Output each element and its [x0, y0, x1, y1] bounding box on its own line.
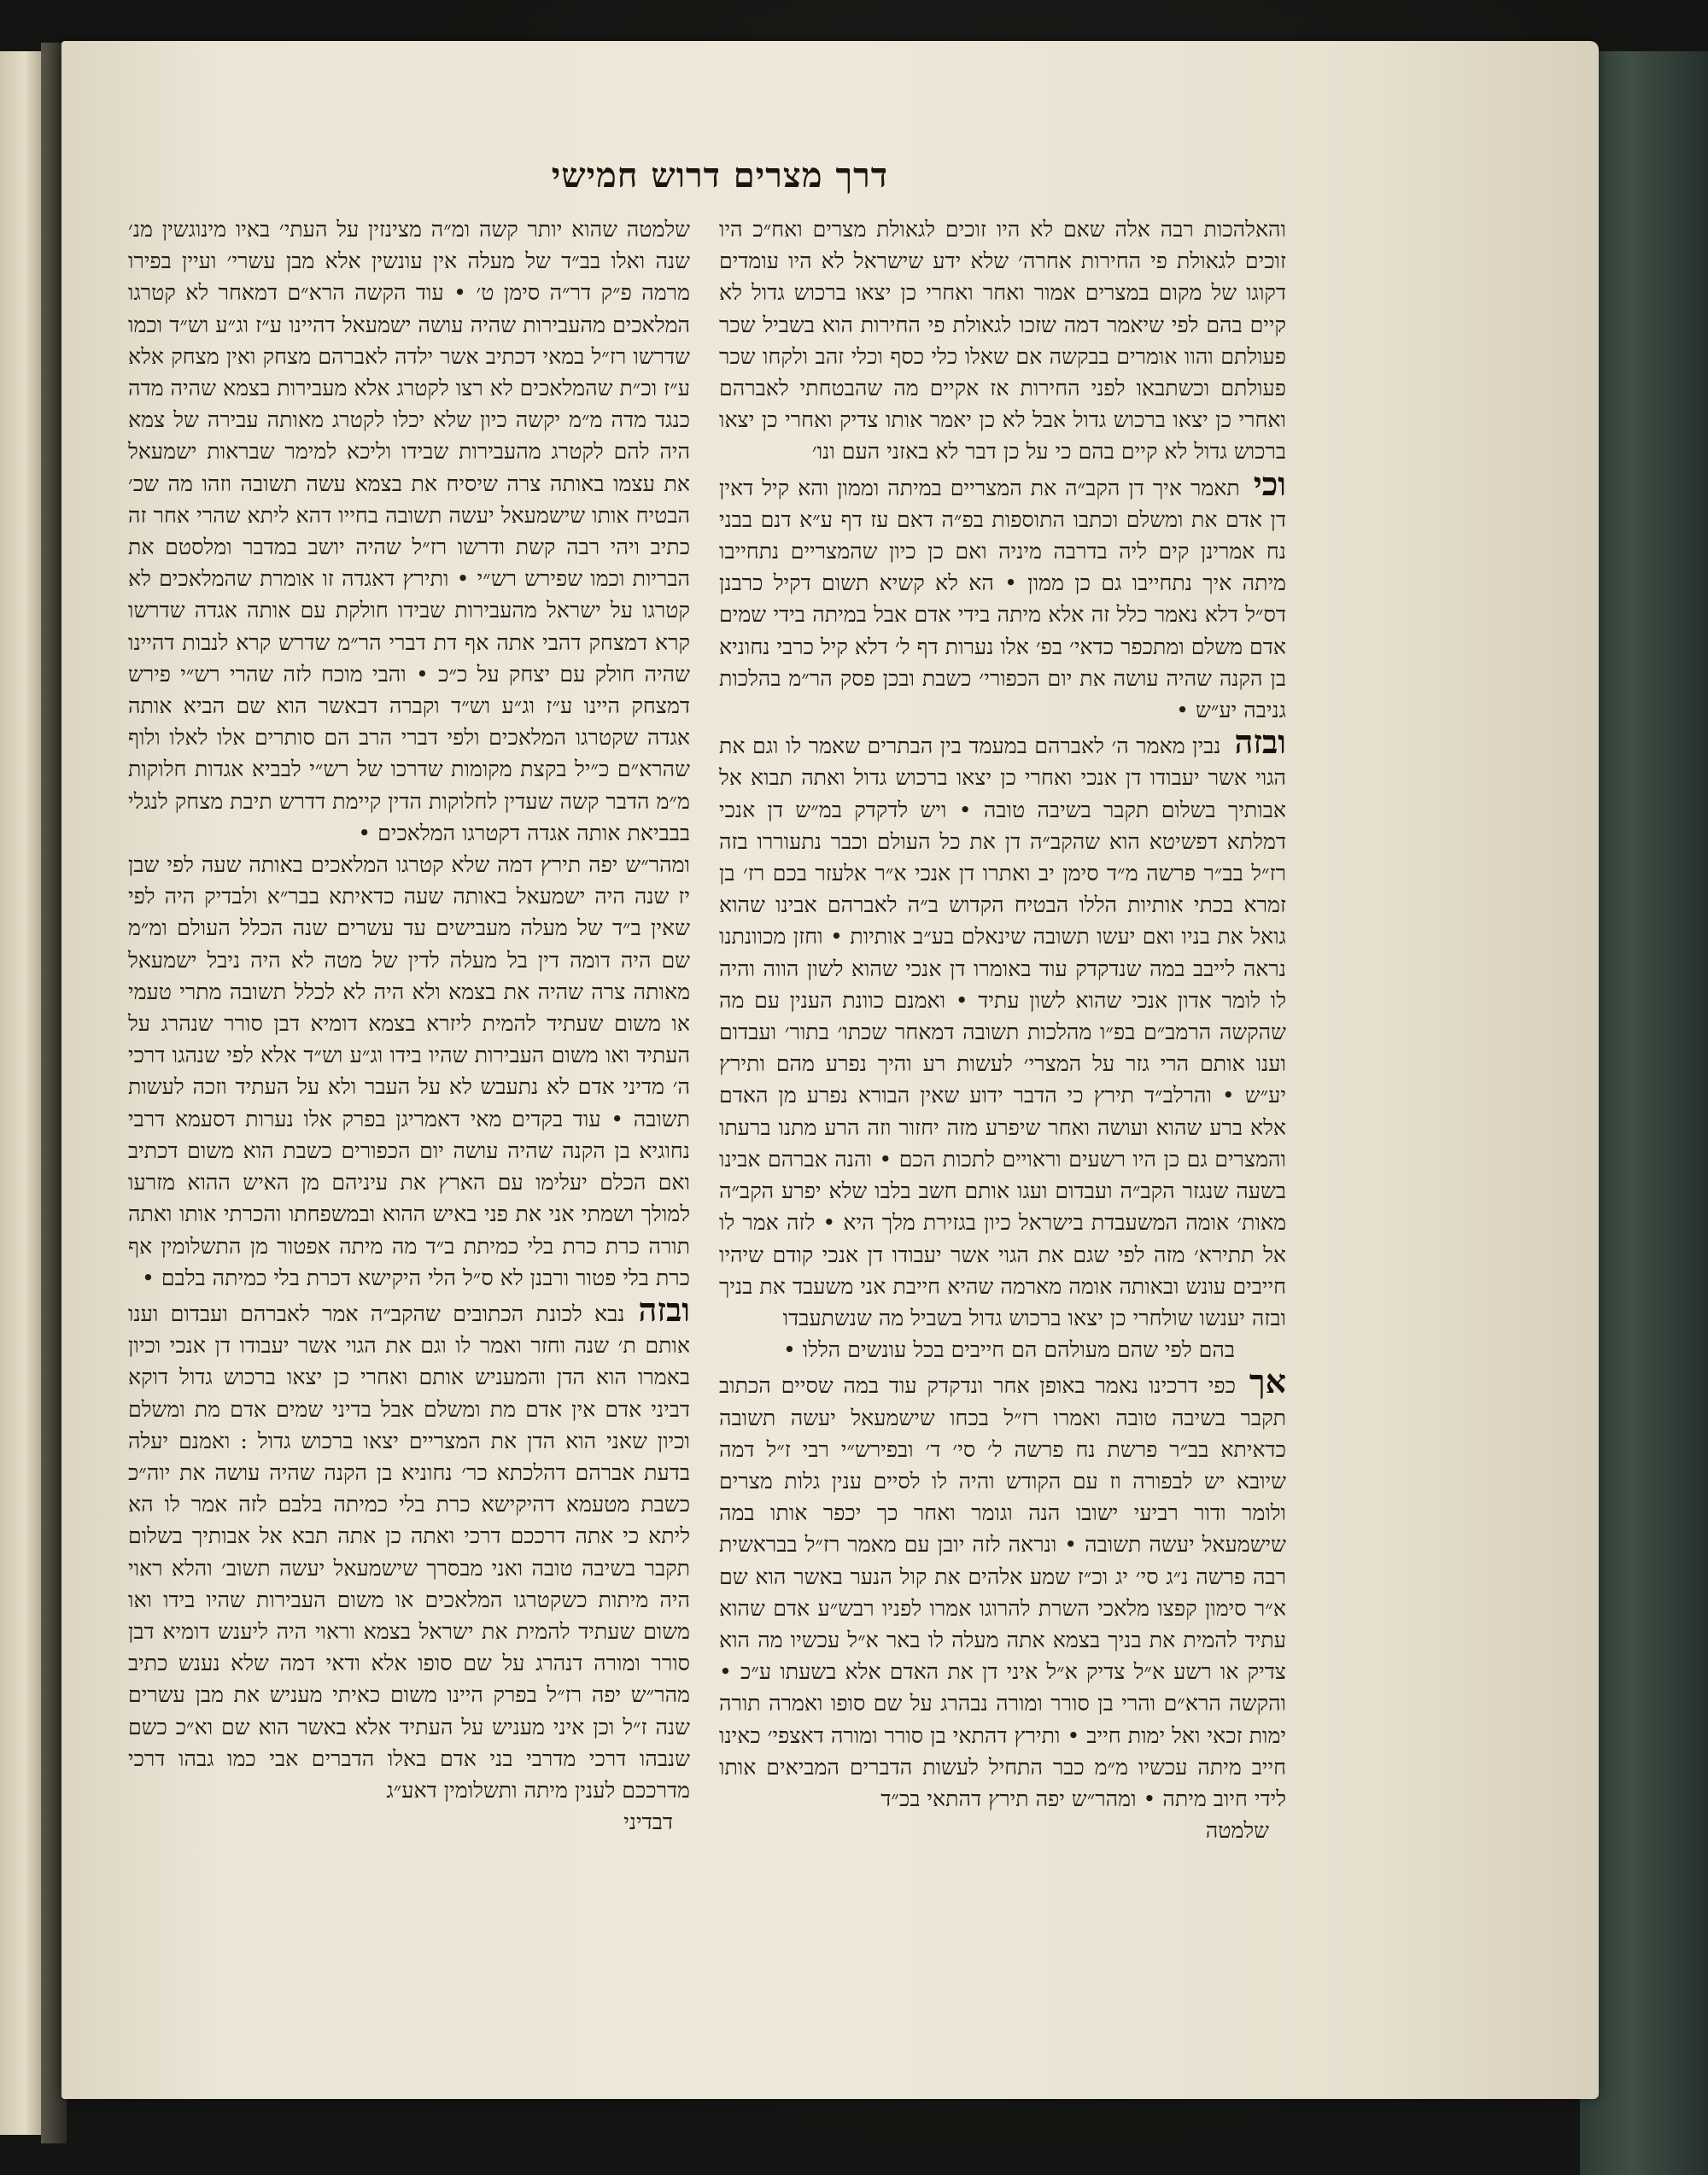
- drop-word: אך: [1249, 1362, 1286, 1401]
- drop-word: וכי: [1253, 464, 1286, 503]
- facing-page-edge: [0, 51, 41, 2135]
- catchword: דבדיני: [623, 1810, 673, 1835]
- paragraph-text: תאמר איך דן הקב״ה את המצריים במיתה וממון והא קיל דאין דן אדם את ומשלם וכתבו התוספות בפ״ה דאם עז דף ע״א דנם בבני נח אמרינן קים ליה בדרבה מיניה ואם כן כיון שהמצריים נתחייבו מיתה איך נתחייבו גם כן ממון • הא לא קשיא תשום דקיל כרבנן דס״ל דלא נאמר כלל זה אלא מיתה בידי אדם אבל במיתה בידי שמים אדם משלם ומתכפר כדאי׳ בפ׳ אלו נערות דף ל׳ דלא קיל כרבי נחוניא בן הקנה שהיה עושה את יום הכפורי׳ כשבת ובכן פסק הר״מ בהלכות גניבה יע״ש •: [719, 475, 1286, 723]
- paragraph: [719, 1362, 1286, 1815]
- paragraph-text: כפי דרכינו נאמר באופן אחר ונדקדק עוד במה שסיים הכתוב תקבר בשיבה טובה ואמרו רז״ל בכחו שישמעאל יעשה תשובה כדאיתא בב״ר פרשת נח פרשה ל׳ סי׳ ד׳ ובפירש״י רבי ז״ל דמה שיובא יש לבפורה וז עם הקודש והיה לו לסיים ענין גלות מצרים ולומר ודור רביעי ישובו הנה וגומר ואחר כך יכפר אותו במה שישמעאל יעשה תשובה • ונראה לזה יובן עם מאמר רז״ל בבראשית רבה פרשה נ״ג סי׳ יג וכ״ז שמע אלהים את קול הנער באשר הוא שם א״ר סימון קפצו מלאכי השרת להרוגו אמרו לפניו רבש״ע אדם שהוא עתיד להמית את בניך בצמא אתה מעלה לו באר א״ל עכשיו מה הוא צדיק או רשע א״ל צדיק א״ל איני דן את האדם אלא בשעתו ע״כ • והקשה הרא״ם והרי בן סורר ומורה נבהרג על שם סופו ואמרה תורה ימות זכאי ואל ימות חייב • ותירץ דהתאי בן סורר ומורה דאצפי׳ כאינו חייב מיתה עכשיו מ״מ כבר התחיל לעשות הדברים המביאים אותו לידי חיוב מיתה • ומהר״ש יפה תירץ דהתאי בכ״ד: [719, 1373, 1286, 1811]
- paragraph-text: נבא לכונת הכתובים שהקב״ה אמר לאברהם ועבדום וענו אותם ת׳ שנה וחזר ואמר לו וגם את הגוי אשר יעבודו דן אנכי וכיון באמרו הוא הדן והמעניש אותם ואחרי כן יצאו ברכוש גדול דוקא דביני אדם אין אדם מת ומשלם אבל בדיני שמים אדם מת ומשלם וכיון שאני הוא הדן את המצריים יצאו ברכוש גדול : ואמנם יעלה בדעת אברהם דהלכתא כר׳ נחוניא בן הקנה שהיה עושה את יוה״כ כשבת מטעמא דהיקישא כרת בלי כמיתה בלבם לזה אמר לו הא ליתא כי אתה דרככם דרכי ואתה כן אתה תבא אל אבותיך בשלום תקבר בשיבה טובה ואני מבסרך שישמעאל יעשה תשוב׳ והלא ראוי היה מיתות כשקטרגו המלאכים או משום העבירות שהיו בידו ואו משום שעתיד להמית את ישראל בצמא וראוי היה ליענש דומיא דבן סורר ומורה דנהרג על שם סופו אלא ודאי דמה שלא נענש כתיב מהר״ש יפה רז״ל בפרק היינו משום כאיתי מעניש את מבן עשרים שנה ז״ל וכן איני מעניש על העתיד אלא באשר הוא שם וא״כ כשם שנבהו דרכי מדרבי בני אדם באלו הדברים אבי כמו גבהו דרכי מדרככם לענין מיתה ותשלומין דאע״ג: [128, 1301, 690, 1803]
- running-header: דרך מצרים דרוש חמישי: [551, 155, 888, 196]
- paragraph: [128, 1289, 690, 1806]
- drop-word: ובזה: [1234, 722, 1286, 762]
- paragraph: שלמטה שהוא יותר קשה ומ״ה מצינזין על העתי׳ באיו מינוגשין מנ׳ שנה ואלו בב״ד של מעלה אין עונשין אלא מבן עשרי׳ ועיין בפירו מרמה פ״ק דר״ה סימן ט׳ • עוד הקשה הרא״ם דמאחר לא קטרגו המלאכים מהעבירות שהיה עושה ישמעאל דהיינו ע״ז וג״ע וש״ד וכמו שדרשו רז״ל במאי דכתיב אשר ילדה לאברהם מצחק ואין מצחק אלא ע״ז וכ״ת שהמלאכים לא רצו לקטרג אלא מעבירות בצמא שהיה מדה כנגד מדה מ״מ יקשה כיון שלא יכלו לקטרג מאותה עבירה של צמא היה להם לקטרג מהעבירות שבידו וליכא למימר שבראות ישמעאל את עצמו באותה צרה שיסיח את בצמא עשה תשובה וזהו מה שכ׳ הבטיח אותו שישמעאל יעשה תשובה בחייו דהא ליתא שהרי אחר זה כתיב ויהי רבה קשת ודרשו רז״ל שהיה יושב במדבר ומלסטם את הבריות וכמו שפירש רש״י • ותירץ דאגדה זו אומרת שהמלאכים לא קטרגו על ישראל מהעבירות שבידו חולקת עם אותה אגדה שדרשו קרא דמצחק דהבי אתה אף דת דברי הר״מ שדרש קרא לנבות דהיינו שהיה חולק עם יצחק על כ״כ • והבי מוכח לזה שהרי רש״י פירש דמצחק היינו ע״ז וג״ע וש״ד וקברה דבאשר הוא שם הביא אותה אגדה שקטרגו המלאכים ולפי דברי הרב הם סותרים אלו לאלו ולוף שהרא״ם כ״יל בקצת מקומות שדרכו של רש״י לבביא אגדות חלוקות מ״מ הדבר קשה שעדין לחלוקות הדין קיימת דדרש תיבת מצחק לנגלי בבביאת אותה אגדה דקטרגו המלאכים •: [128, 217, 691, 845]
- paragraph: והאלהכות רבה אלה שאם לא היו זוכים לגאולת מצרים ואח״כ היו זוכים לגאולת פי החירות אחרה׳ שלא ידע שישראל לא היו עומדים דקוגו של מקום במצרים אמור ואחר ואחרי כן יצאו ברכוש גדול לא קיים בהם לפי שיאמר דמה שזכו לגאולת פי החירות הוא בשביל שכר פעולתם והוו אומרים בבקשה אם שאלו כלי כסף וכלי זהב ולקחו שכר פעולתם וכשתבאו לפני החירות אז אקיים מה שהבטחתי לאברהם ואחרי כן יצאו ברכוש גדול אבל לא כן יאמר אותו צדיק ואחרי כן יצאו ברכוש גדול לא קיים בהם כי על כן דבר לא באזני העם ונו׳: [719, 217, 1286, 465]
- catchword: שלמטה: [1205, 1818, 1269, 1844]
- right-text-column: [719, 213, 1286, 1846]
- left-text-column: [128, 213, 690, 1838]
- paragraph-tail: בהם לפי שהם מעולהם הם חייבים בכל עונשים הללו •: [782, 1337, 1235, 1363]
- paragraph: [719, 464, 1286, 727]
- book-binding: [1580, 51, 1708, 2175]
- drop-word: ובזה: [638, 1289, 690, 1329]
- paragraph: [719, 722, 1286, 1334]
- paragraph-text: נבין מאמר ה׳ לאברהם במעמד בין הבתרים שאמר לו וגם את הגוי אשר יעבודו דן אנכי ואחרי כן יצאו ברכוש גדול ואתה תבוא אל אבותיך בשלום תקבר בשיבה טובה • ויש לדקדק במ״ש דן אנכי דמלתא דפשיטא הוא שהקב״ה דן את כל העולם וכבר נתעוררו בזה רז״ל בב״ר פרשה מ״ד סימן יב ואתרו דן אנכי א״ר אלעזר בכם רז׳ בן זמרא בכתי אותיות הללו הבטיח הקדוש ב״ה לאברהם אבינו שהוא גואל את בניו ואם יעשו תשובה שינאלם בע״ב אותיות • וחזן מכוונתנו נראה לייבב במה שנדקדק עוד באומרו דן אנכי שהוא לשון הווה והיה לו לומר אדון אנכי שהוא לשון עתיד • ואמנם כוונת הענין עם מה שהקשה הרמב״ם בפ״ו מהלכות תשובה דמאחר שכתו׳ בתור׳ ועבדום וענו אותם הרי גזר על המצרי׳ לעשות רע והיך נפרע מהם ותירץ יע״ש • והרלב״ד תירץ כי הדבר ידוע שאין הבורא נפרע מן האדם אלא ברע שהוא ועושה ואחר שיפרע מזה יחזור וזה הרע מתנו ברעתו והמצרים גם כן היו רשעים וראויים לתכות הכם • והנה אברהם אבינו בשעה שנגזר הקב״ה ועבדום ועגו אותם חשב בלבו שלא יפרע הקב״ה מאות׳ אומה המשעבדת בישראל כיון בגזירת מלך היא • לזה אמר לו אל תתירא׳ מזה לפי שגם את הגוי אשר יעבודו דן אנכי קודם שיהיו חייבים עונש ובאותה אומה מארמה שהיא חייבת אני משעבד את בניך ובזה יענשו שולחרי כן יצאו ברכוש גדול בשביל מה שנשתעבדו: [719, 734, 1286, 1330]
- paragraph: ומהר״ש יפה תירץ דמה שלא קטרגו המלאכים באותה שעה לפי שבן יז שנה היה ישמעאל באותה שעה כדאיתא בבר״א ולבדיק היה לפי שאין ב״ד של מעלה מעבישים עד עשרים שנה הכלל העולם ומ״מ שם היה דומה דין בל מעלה לדין של מטה לא היה ניבל ישמעאל מאותה צרה שהיה את בצמא ולא היה לא לכלל תשובה מתרי טעמי או משום שעתיד להמית ליזרא בצמא דומיא דבן סורר שנהרג על העתיד ואו משום העבירות שהיו בידו וג״ע וש״ד אלא לפי שנהגו דרכי ה׳ מדיני אדם לא נתעבש לא על העבר ולא על העתיד וזכה לעשות תשובה • עוד בקדים מאי דאמריגן בפרק אלו נערות דסעמא דרבי נחוגיא בן הקנה שהיה עושה יום הכפורים כשבת הוא משום דכתיב ואם הכלם יעלימו עם הארץ את עיניהם מן האיש ההוא מזרעו למולך ושמתי אני את פני באיש ההוא ובמשפחתו והכרתי אותו ואתה תורה כרת כרת בלי כמיתת ב״ד מה מיתה אפטור מן התשלומין אף כרת בלי פטור ורבנן לא ס״ל הלי היקישא דכרת בלי כמיתה בלבם •: [128, 852, 690, 1290]
